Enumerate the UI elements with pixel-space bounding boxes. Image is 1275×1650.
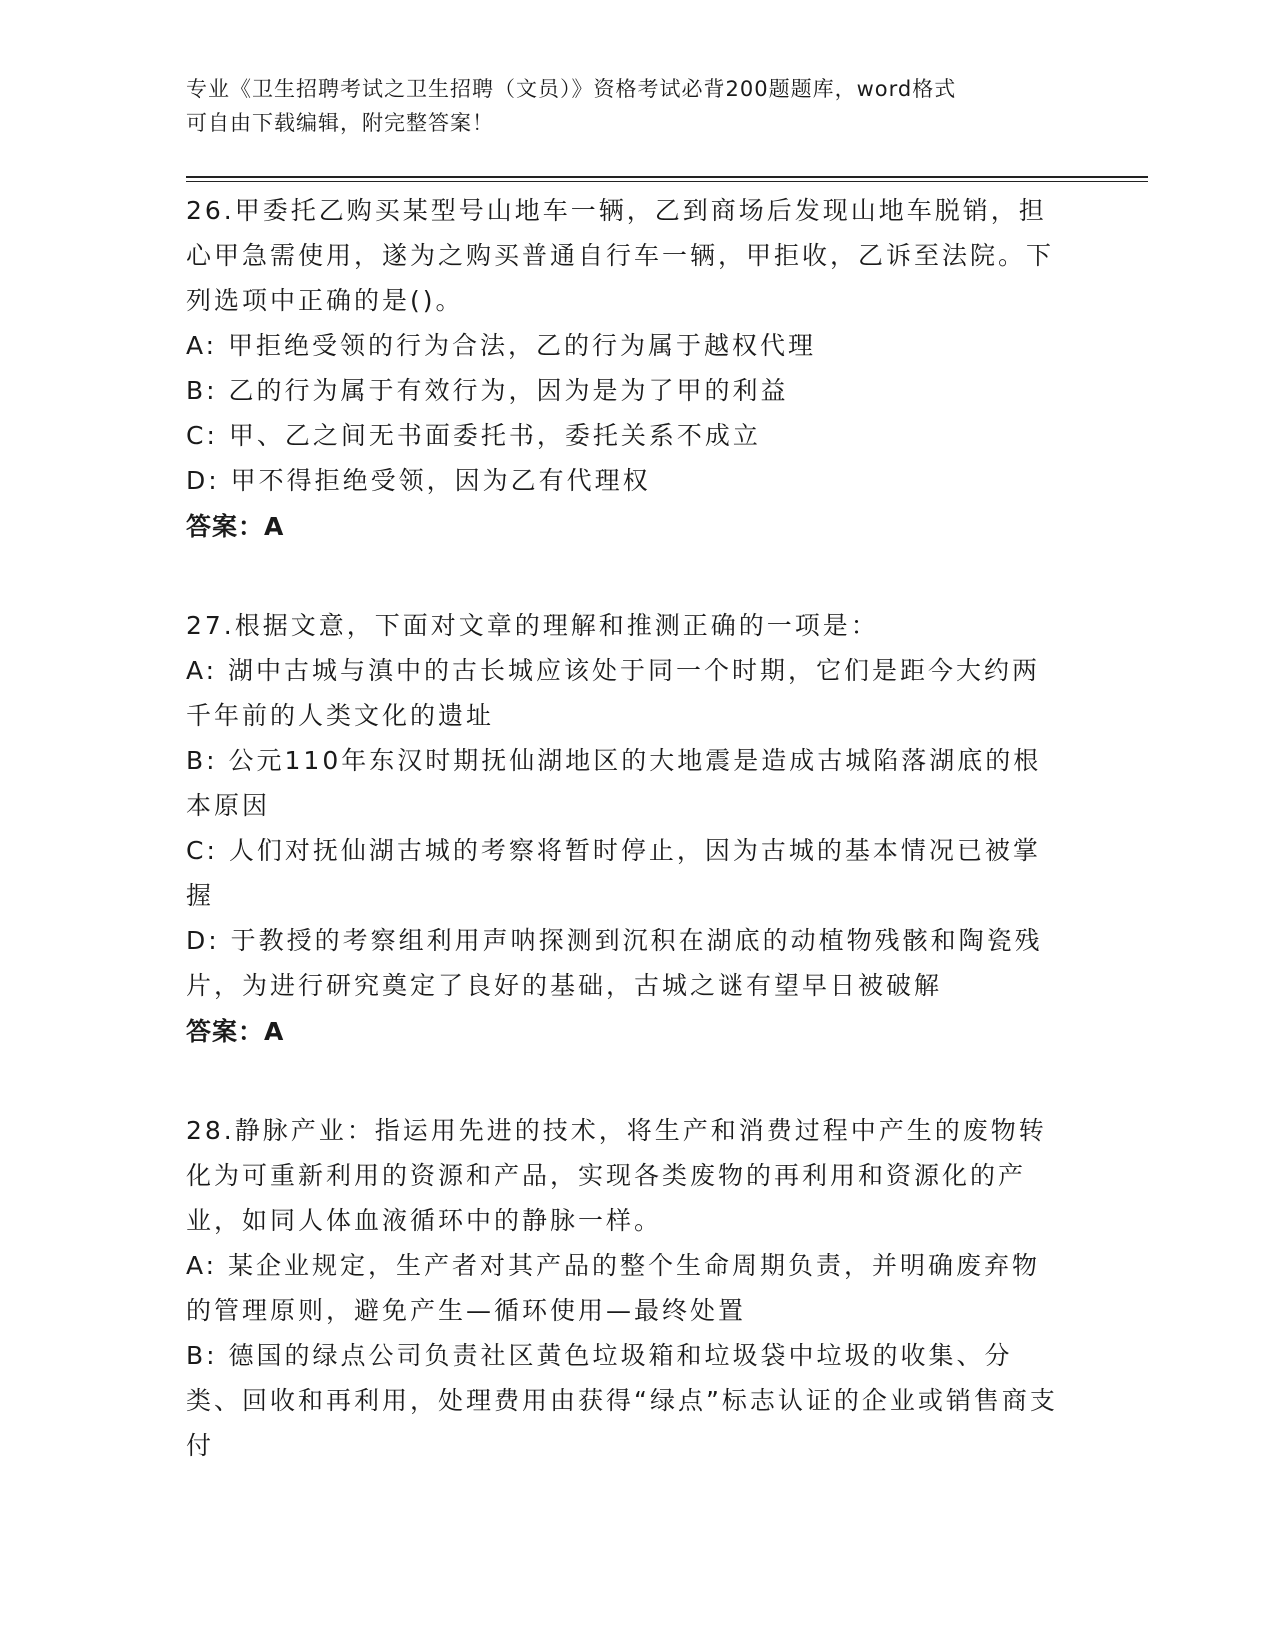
option-a: A: 甲拒绝受领的行为合法，乙的行为属于越权代理 [186, 331, 817, 360]
option-b: B: 德国的绿点公司负责社区黄色垃圾箱和垃圾袋中垃圾的收集、分类、回收和再利用，处理费用由获得“绿点”标志认证的企业或销售商支付 [186, 1341, 1058, 1460]
header-rule-thin [186, 181, 1148, 182]
option-b: B: 乙的行为属于有效行为，因为是为了甲的利益 [186, 376, 789, 405]
option-a: A: 某企业规定，生产者对其产品的整个生命周期负责，并明确废弃物的管理原则，避免产生—循环使用—最终处置 [186, 1251, 1041, 1325]
option-c: C: 人们对抚仙湖古城的考察将暂时停止，因为古城的基本情况已被掌握 [186, 836, 1041, 910]
question-stem: 28.静脉产业：指运用先进的技术，将生产和消费过程中产生的废物转化为可重新利用的资源和产品，实现各类废物的再利用和资源化的产业，如同人体血液循环中的静脉一样。 [186, 1116, 1047, 1235]
option-d: D: 甲不得拒绝受领，因为乙有代理权 [186, 466, 651, 495]
header-line-1: 专业《卫生招聘考试之卫生招聘（文员）》资格考试必背200题题库，word格式 [186, 77, 957, 101]
answer: 答案：A [186, 1017, 285, 1046]
option-a: A: 湖中古城与滇中的古长城应该处于同一个时期，它们是距今大约两千年前的人类文化的遗址 [186, 656, 1041, 730]
question-stem: 27.根据文意，下面对文章的理解和推测正确的一项是： [186, 611, 879, 640]
question-27 [186, 603, 1066, 1056]
question-26 [186, 188, 1066, 551]
header-line-2: 可自由下载编辑，附完整答案！ [186, 111, 494, 135]
option-d: D: 于教授的考察组利用声呐探测到沉积在湖底的动植物残骸和陶瓷残片，为进行研究奠定了良好的基础，古城之谜有望早日被破解 [186, 926, 1043, 1000]
option-b: B: 公元110年东汉时期抚仙湖地区的大地震是造成古城陷落湖底的根本原因 [186, 746, 1042, 820]
question-stem: 26.甲委托乙购买某型号山地车一辆，乙到商场后发现山地车脱销，担心甲急需使用，遂为之购买普通自行车一辆，甲拒收，乙诉至法院。下列选项中正确的是()。 [186, 196, 1055, 315]
header-rule-thick [186, 176, 1148, 178]
document-header [186, 72, 1066, 140]
option-c: C: 甲、乙之间无书面委托书，委托关系不成立 [186, 421, 761, 450]
answer: 答案：A [186, 512, 285, 541]
question-28 [186, 1108, 1066, 1468]
question-list [186, 188, 1066, 1520]
